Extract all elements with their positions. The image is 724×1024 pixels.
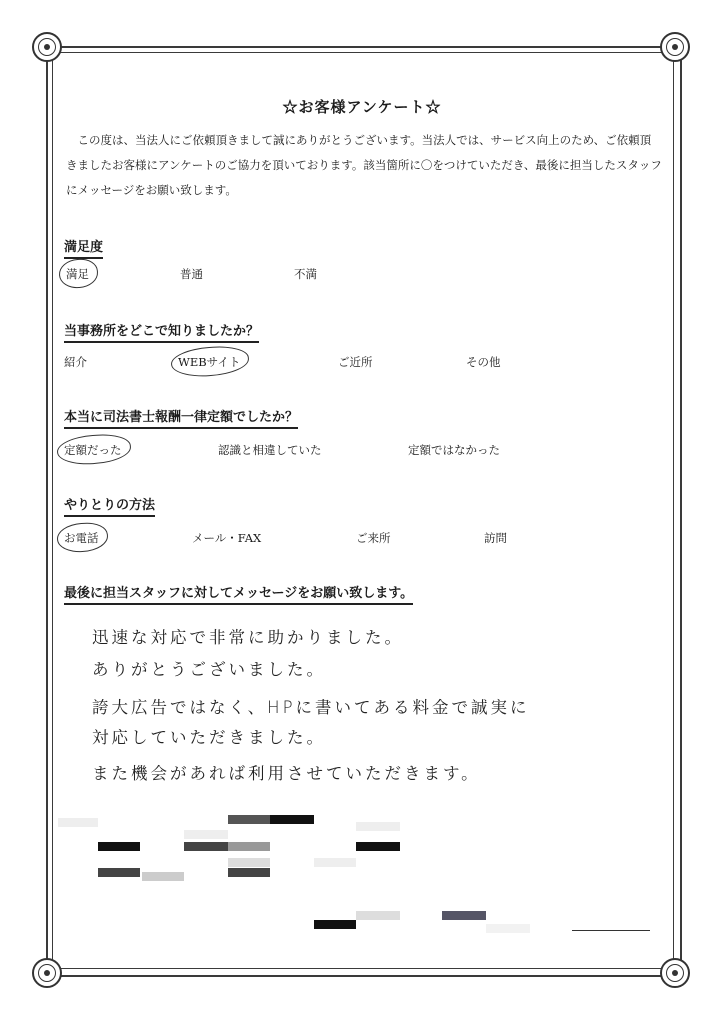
redacted-block <box>98 842 140 851</box>
message-line: また機会があれば利用させていただきます。 <box>92 764 481 783</box>
redacted-block <box>228 842 270 851</box>
question-heading-contact-method: やりとりの方法 <box>64 494 155 517</box>
corner-ornament-icon <box>660 958 690 988</box>
redacted-block <box>184 830 228 839</box>
question-heading-satisfaction: 満足度 <box>64 236 103 259</box>
redacted-block <box>356 911 400 920</box>
redacted-block <box>270 815 314 824</box>
redacted-block <box>228 868 270 877</box>
option-normal[interactable]: 普通 <box>180 267 203 281</box>
option-unsatisfied[interactable]: 不満 <box>294 267 317 281</box>
option-satisfied[interactable]: 満足 <box>66 267 89 281</box>
message-line: 対応していただきました。 <box>92 728 326 747</box>
option-mail-fax[interactable]: メール・FAX <box>192 531 262 545</box>
option-other[interactable]: その他 <box>466 355 501 369</box>
corner-ornament-icon <box>660 32 690 62</box>
redacted-block <box>314 920 356 929</box>
message-line: ありがとうございました。 <box>92 660 326 679</box>
survey-intro: この度は、当法人にご依頼頂きまして誠にありがとうございます。当法人では、サービス向上のため、ご依頼頂きましたお客様にアンケートのご協力を頂いております。該当箇所に〇をつけていただき、最後に担当したスタッフにメッセージをお願い致します。 <box>66 133 662 197</box>
redacted-block <box>228 815 270 824</box>
message-line: 迅速な対応で非常に助かりました。 <box>92 628 404 647</box>
survey-title: ☆お客様アンケート☆ <box>282 98 442 116</box>
signature-line <box>572 930 650 931</box>
option-differed[interactable]: 認識と相違していた <box>218 443 322 457</box>
redacted-block <box>442 911 486 920</box>
question-heading-source: 当事務所をどこで知りましたか？ <box>64 320 259 343</box>
question-heading-fixed-fee: 本当に司法書士報酬一律定額でしたか？ <box>64 406 298 429</box>
option-referral[interactable]: 紹介 <box>64 355 87 369</box>
redacted-block <box>356 842 400 851</box>
corner-ornament-icon <box>32 32 62 62</box>
option-was-fixed[interactable]: 定額だった <box>64 443 122 457</box>
option-not-fixed[interactable]: 定額ではなかった <box>408 443 500 457</box>
redacted-block <box>142 872 184 881</box>
option-home-visit[interactable]: 訪問 <box>484 531 507 545</box>
message-heading: 最後に担当スタッフに対してメッセージをお願い致します。 <box>64 582 413 605</box>
redacted-block <box>58 818 98 827</box>
option-visit-office[interactable]: ご来所 <box>356 531 391 545</box>
option-website[interactable]: WEBサイト <box>178 355 241 369</box>
option-neighborhood[interactable]: ご近所 <box>338 355 373 369</box>
redacted-block <box>314 858 356 867</box>
message-line: 誇大広告ではなく、HPに書いてある料金で誠実に <box>92 698 530 717</box>
option-phone[interactable]: お電話 <box>64 531 99 545</box>
redacted-block <box>98 868 140 877</box>
redacted-block <box>184 842 228 851</box>
corner-ornament-icon <box>32 958 62 988</box>
redacted-block <box>356 822 400 831</box>
redacted-block <box>228 858 270 867</box>
redacted-block <box>486 924 530 933</box>
